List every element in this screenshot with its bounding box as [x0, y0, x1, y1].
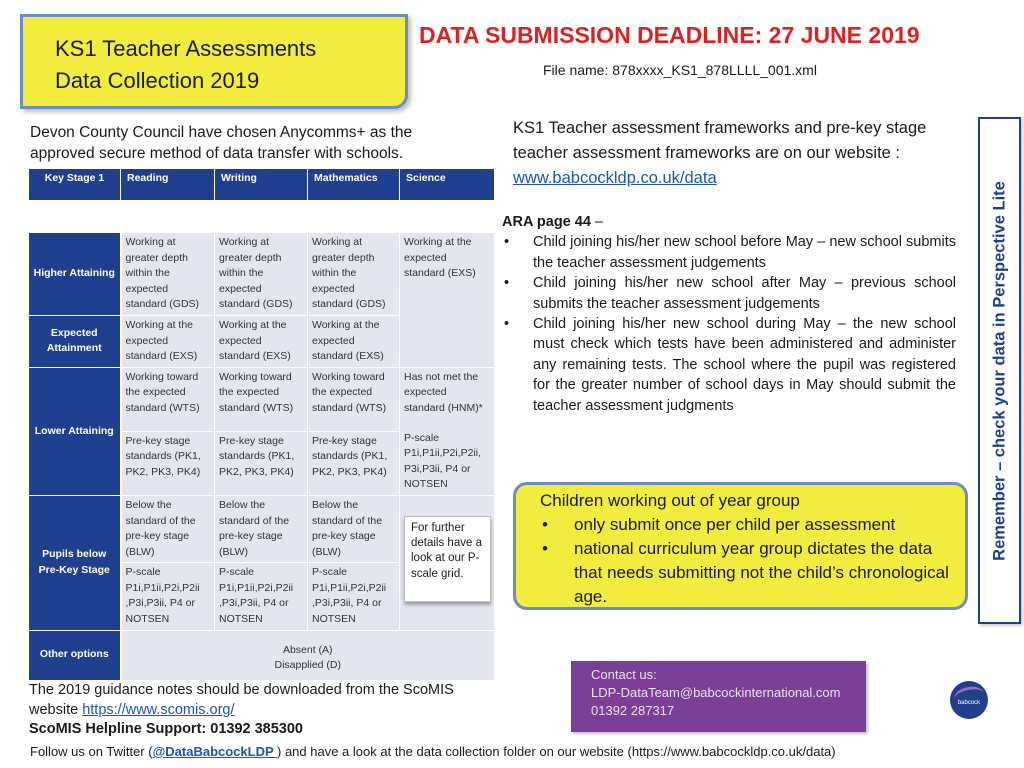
- title-box: [20, 14, 408, 109]
- list-item: [502, 232, 956, 273]
- bullet-icon: •: [504, 234, 510, 251]
- rowhead-lower: Lower Attaining: [29, 367, 121, 495]
- contact-box: [571, 661, 866, 732]
- absent-option: Absent (A): [282, 643, 333, 656]
- list-item: [540, 537, 955, 609]
- cell-below-blw-reading: Below the standard of the pre-key stage (BLW): [121, 495, 215, 562]
- title-line-1: KS1 Teacher Assessments: [55, 36, 317, 61]
- deadline-heading: DATA SUBMISSION DEADLINE: 27 JUNE 2019: [419, 22, 920, 48]
- science-pscale-text: P-scale P1i,P1ii,P2i,P2ii, P3i,P3ii, P4 or NOTSEN: [404, 431, 482, 491]
- cell-lower-pk-reading: Pre-key stage standards (PK1, PK2, PK3, PK4): [121, 431, 215, 495]
- guidance-note: [29, 681, 499, 740]
- bullet-icon: •: [542, 539, 548, 558]
- rowhead-higher: Higher Attaining: [29, 233, 121, 316]
- cell-higher-science: Working at the expected standard (EXS): [400, 233, 495, 368]
- contact-email: LDP-DataTeam@babcockinternational.com: [591, 685, 841, 700]
- cell-below-blw-writing: Below the standard of the pre-key stage (BLW): [215, 495, 308, 562]
- contact-heading: Contact us:: [591, 667, 657, 682]
- list-item: [502, 273, 956, 314]
- devon-note: Devon County Council have chosen Anycomms+ as the approved secure method of data transfer with schools.: [30, 124, 413, 162]
- cell-other-options: [121, 630, 495, 680]
- cell-lower-pk-writing: Pre-key stage standards (PK1, PK2, PK3, PK4): [215, 431, 308, 495]
- disapplied-option: Disapplied (D): [274, 659, 342, 672]
- header-reading: Reading: [121, 169, 215, 201]
- logo-wordmark: babcock: [957, 700, 981, 706]
- cell-higher-reading: Working at greater depth within the expected standard (GDS): [121, 233, 215, 316]
- ks1-assessment-table: [28, 168, 495, 681]
- cell-lower-pk-maths: Pre-key stage standards (PK1, PK2, PK3, PK4): [308, 431, 400, 495]
- frameworks-text: KS1 Teacher assessment frameworks and pre-key stage teacher assessment frameworks are on our website :: [513, 119, 927, 162]
- footer-note: [30, 744, 836, 759]
- cell-lower-wts-reading: Working toward the expected standard (WTS): [121, 367, 215, 431]
- helpline-text: ScoMIS Helpline Support: 01392 385300: [29, 721, 303, 737]
- ara-bullet-text: Child joining his/her new school before May – new school submits the teacher assessment judgements: [533, 234, 956, 271]
- ara-section: [502, 212, 956, 416]
- scomis-link[interactable]: https://www.scomis.org/: [82, 701, 235, 718]
- ara-heading: ARA page 44: [502, 214, 591, 230]
- ara-bullet-text: Child joining his/her new school after May – previous school submits the teacher assessment judgements: [533, 275, 956, 312]
- children-list: [540, 513, 955, 609]
- rowhead-other: Other options: [29, 630, 121, 680]
- rowhead-below: Pupils below Pre-Key Stage: [29, 495, 121, 630]
- frameworks-note: [513, 116, 943, 191]
- twitter-handle-link[interactable]: @DataBabcockLDP: [152, 744, 278, 759]
- cell-below-ps-writing: P-scale P1i,P1ii,P2i,P2ii ,P3i,P3ii, P4 or NOTSEN: [215, 563, 308, 630]
- bullet-icon: •: [542, 515, 548, 534]
- table-row: [29, 367, 495, 431]
- cell-higher-writing: Working at greater depth within the expected standard (GDS): [215, 233, 308, 316]
- children-bullet-text: only submit once per child per assessment: [574, 515, 896, 534]
- remember-banner: [978, 117, 1021, 624]
- guidance-text: The 2019 guidance notes should be downloaded from the ScoMIS website: [29, 682, 454, 718]
- filename-text: File name: 878xxxx_KS1_878LLLL_001.xml: [543, 62, 817, 78]
- cell-below-ps-reading: P-scale P1i,P1ii,P2i,P2ii ,P3i,P3ii, P4 or NOTSEN: [121, 563, 215, 630]
- children-out-of-year-box: [513, 482, 968, 610]
- bullet-icon: •: [504, 275, 510, 292]
- ara-dash: –: [590, 214, 603, 230]
- science-hnm-text: Has not met the expected standard (HNM)*: [404, 370, 483, 414]
- contact-phone: 01392 287317: [591, 703, 675, 718]
- remember-text: Remember – check your data in Perspective Lite: [990, 180, 1008, 561]
- table-row: [29, 630, 495, 680]
- cell-lower-wts-writing: Working toward the expected standard (WTS): [215, 367, 308, 431]
- ara-bullet-text: Child joining his/her new school during May – the new school must check which tests have been administered and administer any remaining tests. The school where the pupil was registered for the greater number of school days in May should submit the teacher assessment judgments: [533, 316, 956, 414]
- pscale-callout: For further details have a look at our P-scale grid.: [404, 516, 491, 602]
- cell-lower-wts-maths: Working toward the expected standard (WTS): [308, 367, 400, 431]
- children-heading: Children working out of year group: [540, 491, 800, 510]
- children-bullet-text: national curriculum year group dictates the data that needs submitting not the child’s chronological age.: [574, 539, 949, 606]
- header-mathematics: Mathematics: [308, 169, 400, 201]
- footer-after: ) and have a look at the data collection folder on our website (https://www.babcockldp.co.uk/data): [277, 744, 836, 759]
- header-key-stage: Key Stage 1: [29, 169, 121, 201]
- babcock-logo: [950, 681, 988, 719]
- cell-expected-maths: Working at the expected standard (EXS): [308, 315, 400, 367]
- footer-before: Follow us on Twitter (: [30, 744, 153, 759]
- table-row: [29, 233, 495, 316]
- bullet-icon: •: [504, 316, 510, 333]
- title-line-2: Data Collection 2019: [55, 68, 260, 93]
- list-item: [502, 314, 956, 416]
- rowhead-expected: Expected Attainment: [29, 315, 121, 367]
- cell-lower-science: [400, 367, 495, 495]
- table-spacer-row: [29, 201, 495, 233]
- list-item: [540, 513, 955, 537]
- header-science: Science: [400, 169, 495, 201]
- cell-higher-maths: Working at greater depth within the expected standard (GDS): [308, 233, 400, 316]
- cell-expected-writing: Working at the expected standard (EXS): [215, 315, 308, 367]
- frameworks-link[interactable]: www.babcockldp.co.uk/data: [513, 169, 717, 187]
- cell-below-blw-maths: Below the standard of the pre-key stage (BLW): [308, 495, 400, 562]
- ara-list: [502, 232, 956, 416]
- cell-below-ps-maths: P-scale P1i,P1ii,P2i,P2ii ,P3i,P3ii, P4 or NOTSEN: [308, 563, 400, 630]
- spacer-rowhead: [29, 201, 121, 233]
- cell-expected-reading: Working at the expected standard (EXS): [121, 315, 215, 367]
- header-writing: Writing: [215, 169, 308, 201]
